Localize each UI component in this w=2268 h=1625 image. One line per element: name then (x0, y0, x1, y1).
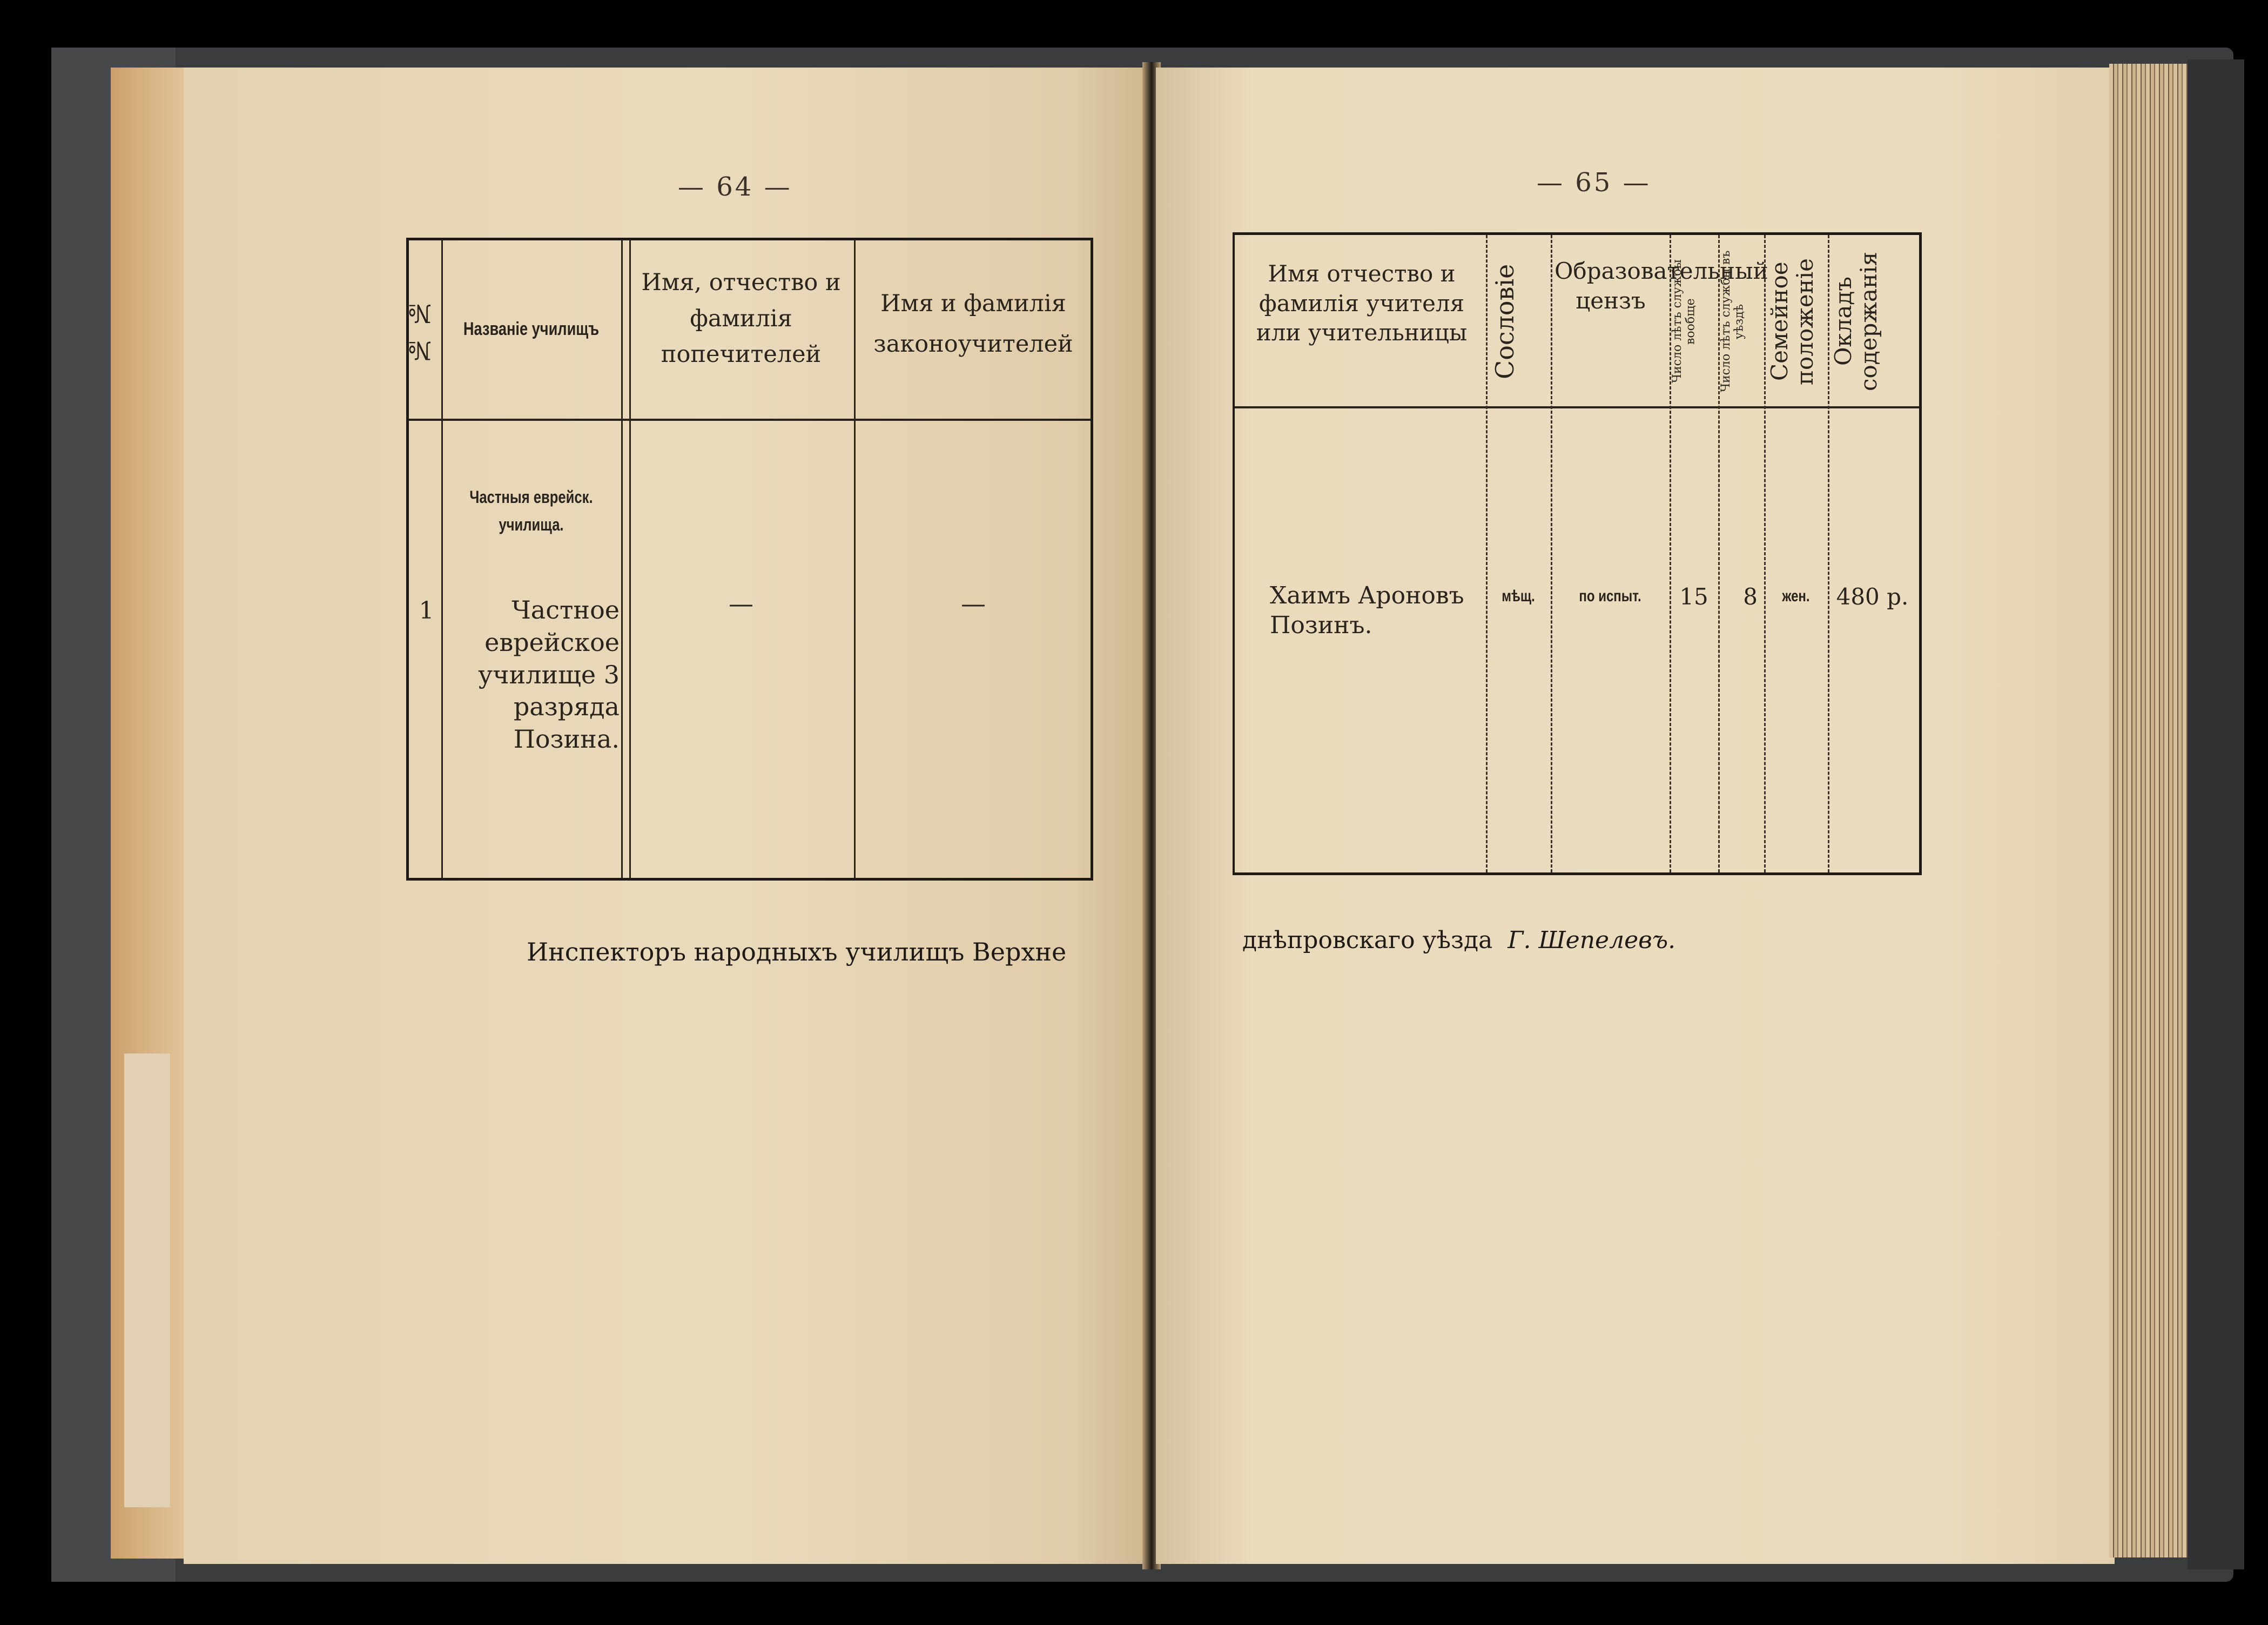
header-family-status: Семейное положенiе (1766, 258, 1819, 385)
header-salary: Окладъ содержанiя (1830, 252, 1882, 392)
header-trustees: Имя, отчество и фамилiя попечителей (641, 269, 841, 368)
book-cover-right (2188, 59, 2244, 1569)
header-years-district: Число лѣтъ службы въ уѣздѣ (1719, 250, 1746, 393)
row-school-name: Частное еврейское училище 3 разряда Позина. (478, 595, 620, 754)
row-religion-teacher: — (961, 589, 986, 618)
section-title: Частныя еврейск. училища. (469, 487, 593, 535)
row-teacher-name: Хаимъ Ароновъ Позинъ. (1270, 582, 1464, 639)
row-education: по испыт. (1579, 587, 1641, 605)
inspector-signature: Г. Шепелевъ. (1507, 926, 1676, 954)
school-table (406, 238, 1093, 881)
header-education: Образовательный цензъ (1554, 258, 1768, 314)
header-estate: Сословiе (1490, 264, 1519, 379)
page-number-left: — 64 — (678, 172, 792, 202)
teacher-table (1233, 232, 1922, 875)
row-years-total: 15 (1679, 583, 1708, 610)
header-school-name: Названiе училищъ (463, 319, 600, 339)
row-estate: мѣщ. (1502, 587, 1535, 605)
row-number: 1 (419, 597, 434, 625)
header-years-total: Число лѣтъ службы вообще (1671, 259, 1698, 384)
page-number-right: — 65 — (1537, 167, 1651, 198)
header-religion-teachers: Имя и фамилiя законоучителей (873, 290, 1073, 358)
row-trustee: — (729, 589, 753, 618)
header-teacher-name: Имя отчество и фамилiя учителя или учительницы (1256, 260, 1468, 346)
district-line: днѣпровскаго уѣзда (1242, 926, 1493, 954)
row-family-status: жен. (1782, 587, 1810, 605)
paper-label (124, 1053, 170, 1507)
row-salary: 480 р. (1836, 583, 1909, 610)
inspector-line: Инспекторъ народныхъ училищъ Верхне (527, 937, 1067, 966)
row-years-district: 8 (1743, 583, 1758, 610)
page-edges-right (2109, 64, 2198, 1557)
header-number: № № (405, 299, 434, 366)
